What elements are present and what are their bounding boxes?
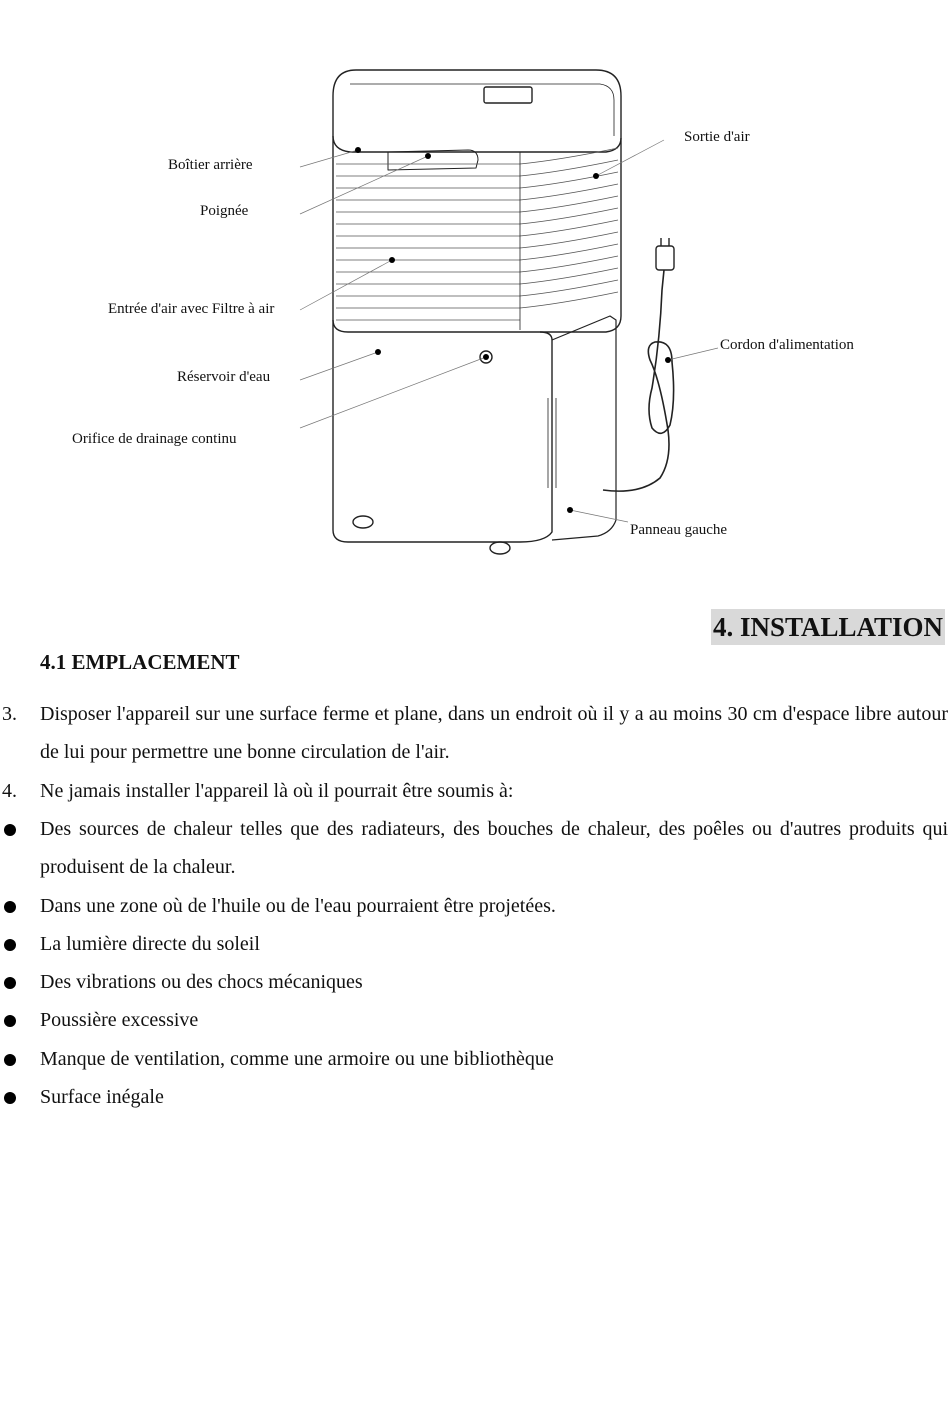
bullet-icon bbox=[4, 939, 16, 951]
wheel-left bbox=[353, 516, 373, 528]
label-handle: Poignée bbox=[200, 203, 249, 219]
item-text: Dans une zone où de l'huile ou de l'eau pourraient être projetées. bbox=[40, 895, 556, 917]
item-text: Ne jamais installer l'appareil là où il pourrait être soumis à: bbox=[40, 780, 514, 802]
item-text: Surface inégale bbox=[40, 1086, 164, 1108]
bullet-icon bbox=[4, 977, 16, 989]
section-title: 4. INSTALLATION bbox=[711, 609, 945, 645]
label-rear-case: Boîtier arrière bbox=[168, 157, 253, 173]
bullet-item bbox=[0, 963, 948, 1001]
lid-outline bbox=[333, 70, 621, 152]
left-panel-outline bbox=[552, 316, 616, 540]
item-text: La lumière directe du soleil bbox=[40, 933, 260, 955]
label-power-cord: Cordon d'alimentation bbox=[720, 337, 854, 353]
dehumidifier-diagram bbox=[0, 0, 950, 600]
bullet-icon bbox=[4, 824, 16, 836]
plug bbox=[656, 246, 674, 270]
item-number: 4. bbox=[2, 780, 17, 802]
item-text: Poussière excessive bbox=[40, 1009, 199, 1031]
handle-slot bbox=[388, 150, 478, 170]
bullet-item bbox=[0, 1001, 948, 1039]
control-panel bbox=[484, 87, 532, 103]
water-tank-outline bbox=[333, 320, 552, 542]
label-left-panel: Panneau gauche bbox=[630, 522, 728, 538]
numbered-item bbox=[0, 772, 948, 810]
item-number: 3. bbox=[2, 703, 17, 725]
bullet-item bbox=[0, 887, 948, 925]
subsection-title: 4.1 EMPLACEMENT bbox=[40, 650, 240, 674]
label-drain-outlet: Orifice de drainage continu bbox=[72, 431, 237, 447]
label-air-inlet: Entrée d'air avec Filtre à air bbox=[108, 301, 275, 317]
label-water-tank: Réservoir d'eau bbox=[177, 369, 271, 385]
numbered-item bbox=[0, 695, 948, 771]
bullet-item bbox=[0, 925, 948, 963]
item-text: Disposer l'appareil sur une surface ferme et plane, dans un endroit où il y a au moins 30 cm d'espace libre autour de lui pour permettre une bonne circulation de l'air. bbox=[40, 703, 948, 763]
wheel-right bbox=[490, 542, 510, 554]
item-text: Des vibrations ou des chocs mécaniques bbox=[40, 971, 363, 993]
bullet-icon bbox=[4, 1015, 16, 1027]
bullet-icon bbox=[4, 1054, 16, 1066]
bullet-item bbox=[0, 810, 948, 886]
item-text: Des sources de chaleur telles que des radiateurs, des bouches de chaleur, des poêles ou d'autres produits qui produisent de la chaleur. bbox=[40, 818, 948, 878]
item-text: Manque de ventilation, comme une armoire ou une bibliothèque bbox=[40, 1048, 554, 1070]
bullet-icon bbox=[4, 1092, 16, 1104]
bullet-icon bbox=[4, 901, 16, 913]
power-cord bbox=[603, 270, 674, 491]
label-air-outlet: Sortie d'air bbox=[684, 129, 750, 145]
bullet-item bbox=[0, 1040, 948, 1078]
bullet-item bbox=[0, 1078, 948, 1116]
